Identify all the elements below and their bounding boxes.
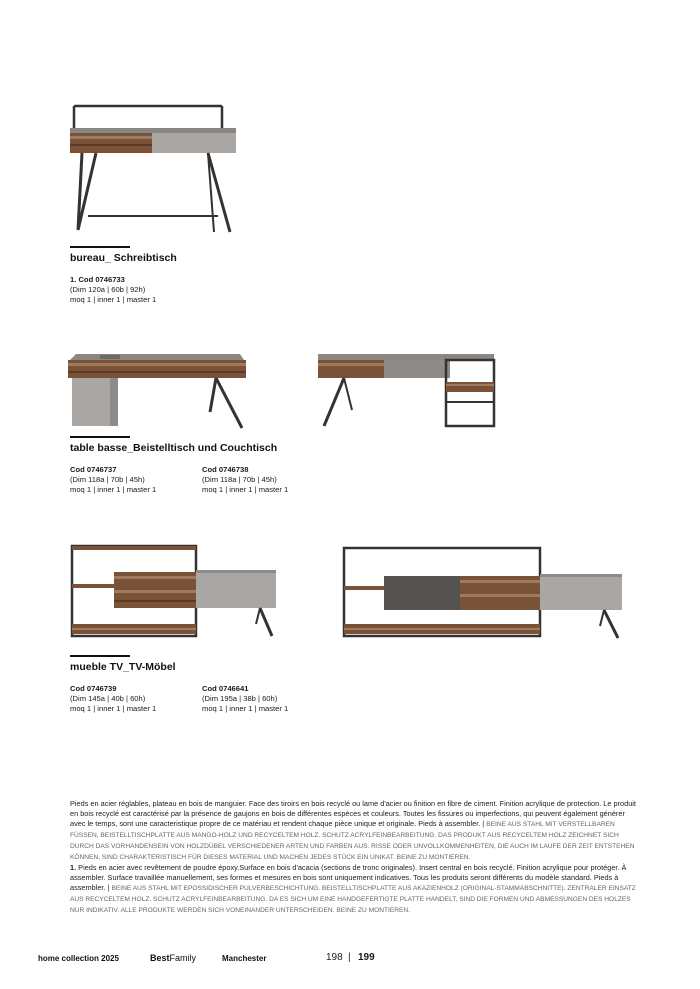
description-fr-2: Pieds en acier avec revêtement de poudre époxy.Surface en bois d'acacia (sections de tronc originales). Insert central en bois recyclé. Finition acrylique pour protéger. À assembler. Surface travaillée manuellement, ses formes et mesures en bois sont uniquement indicatives. Tous les produits seront différents du modèle standard. Pieds à assembler. | [70,863,627,892]
footer-series: Manchester [222,954,267,963]
product-code: Cod 0746641 [202,684,249,693]
product-moq: moq 1 | inner 1 | master 1 [70,704,157,713]
product-spec-0746737 [70,465,156,495]
product-spec-0746641 [202,684,288,714]
description-paragraph-1 [70,799,640,863]
page-number-right: 199 [358,952,375,963]
product-spec-0746733 [70,275,156,305]
side-table-product-image [316,352,498,432]
page-separator: | [348,952,351,963]
brand-logo-light: Family [169,953,197,963]
product-moq: moq 1 | inner 1 | master 1 [70,295,157,304]
section-rule [70,655,130,657]
page-number-left: 198 [326,952,343,963]
description-paragraph-2 [70,863,640,916]
section-rule [70,246,130,248]
description-fr-1: Pieds en acier réglables, plateau en bois de manguier. Face des tiroirs en bois recyclé ou lame d'acier ou finition en fibre de ciment. Finition acrylique de protection. Le produit en bois recyclé est caractérisé par la présence de gaujons en bois de différentes espèces et couleurs. Toutes les fissures ou imperfections, qui peuvent également générer avec le temps, sont une caracteristique propre de ce matériau et rendent chaque pièce unique et originale. Pieds à assembler. | [70,799,636,828]
product-dimensions: (Dim 120a | 60b | 92h) [70,285,146,294]
product-description [70,799,640,916]
tv-stand-small-product-image [70,544,280,640]
product-code: Cod 0746738 [202,465,249,474]
brand-logo [150,953,196,963]
desk-product-image [68,100,238,240]
product-moq: moq 1 | inner 1 | master 1 [70,485,157,494]
brand-logo-bold: Best [150,953,170,963]
tv-stand-large-product-image [342,546,626,642]
section-rule [70,436,130,438]
product-dimensions: (Dim 118a | 70b | 45h) [202,475,277,484]
product-moq: moq 1 | inner 1 | master 1 [202,704,289,713]
description-number: 1. [70,863,77,872]
product-code: 1. Cod 0746733 [70,275,125,284]
coffee-table-product-image [66,352,248,432]
description-de-1: BEINE AUS STAHL MIT VERSTELLBAREN FÜSSEN, BEISTELLTISCHPLATTE AUS MANGO-HOLZ UND RECYCELTEM HOLZ. SCHUTZ ACRYLFEINBEARBEITUNG. DAS PRODUKT AUS RECYCELTEM HOLZ ZEICHNET SICH DURCH DAS VORHANDENSEIN VON HOLZDÜBEL VERSCHIEDENER ARTEN UND FARBEN AUS. RISSE ODER UNVOLLKOMMENHEITEN, DIE AUCH IM LAUFE DER ZEIT ENTSTEHEN KÖNNEN, SIND CHARAKTERISTISCH FÜR DIESES MATERIAL UND MACHEN JEDES STÜCK EIN UNIKAT. BEINE ZU MONTIEREN. [70,821,635,861]
section-title-mueble-tv: mueble TV_TV-Möbel [70,661,176,673]
product-dimensions: (Dim 118a | 70b | 45h) [70,475,145,484]
section-title-bureau: bureau_ Schreibtisch [70,252,177,264]
product-dimensions: (Dim 145a | 40b | 60h) [70,694,146,703]
product-spec-0746739 [70,684,156,714]
footer-collection: home collection 2025 [38,954,119,963]
product-dimensions: (Dim 195a | 38b | 60h) [202,694,278,703]
product-spec-0746738 [202,465,288,495]
product-moq: moq 1 | inner 1 | master 1 [202,485,289,494]
section-title-table-basse: table basse_Beistelltisch und Couchtisch [70,442,278,454]
product-code: Cod 0746739 [70,684,117,693]
description-de-2: BEINE AUS STAHL MIT EPOSSIDISCHER PULVERBESCHICHTUNG. BEISTELLTISCHPLATTE AUS AKAZIENHOLZ (ORIGINAL-STAMMABSCHNITTE). ZENTRALER EINSATZ AUS RECYCELTEM HOLZ. SCHUTZ ACRYLFEINBEARBEITUNG. DA ES SICH UM EINE HANDGEFERTIGTE PLATTE HANDELT, SIND DIE FORMEN UND ABMESSUNGEN DES HOLZES NUR INDIKATIV. ALLE PRODUKTE WERDEN SICH VONEINANDER UNTERSCHEIDEN. BEINE ZU MONTIEREN. [70,885,636,914]
product-code: Cod 0746737 [70,465,117,474]
